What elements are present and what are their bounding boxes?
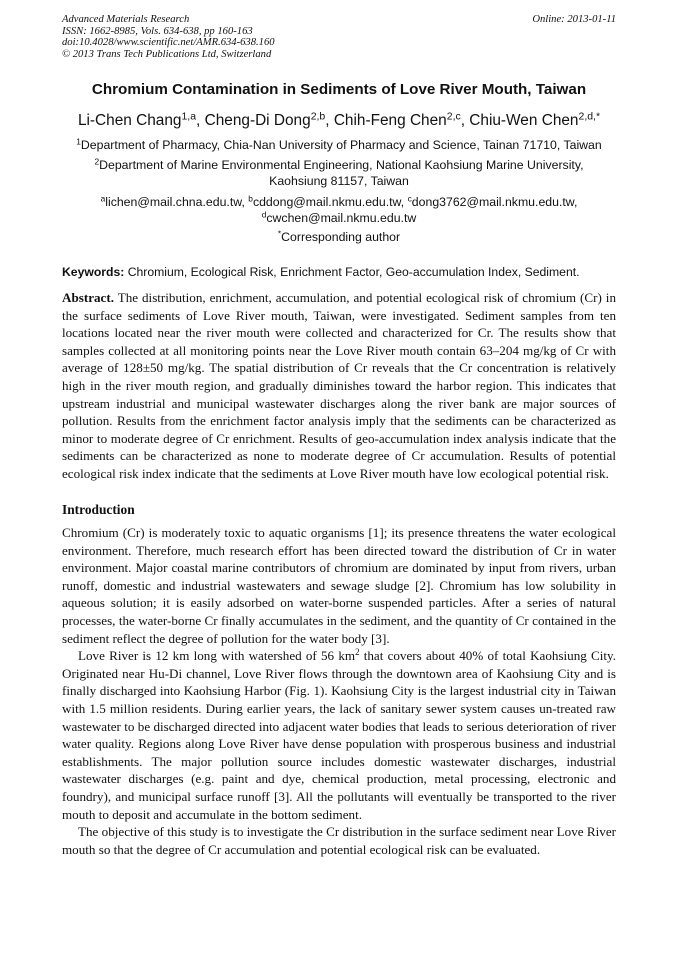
corr-text: Corresponding author (281, 230, 401, 244)
corresponding-author-note (50, 230, 628, 246)
intro-p2-text: Love River is 12 km long with watershed of 56 km (78, 648, 356, 664)
affiliation-sup: 2 (94, 156, 100, 167)
abstract-label: Abstract. (62, 290, 114, 305)
copyright-line: © 2013 Trans Tech Publications Ltd, Switzerland (62, 48, 272, 60)
keywords (62, 264, 616, 280)
keywords-label: Keywords: (62, 265, 125, 279)
author-separator: , (460, 112, 470, 129)
abstract-text: The distribution, enrichment, accumulation, and potential ecological risk of chromium (Cr) in the surface sediments of Love River mouth, Taiwan, were investigated. Sediment samples from ten locations located near the river mouth were collected and characterized for Cr. The results show that samples collected at all monitoring points near the Love River mouth contain 63–204 mg/kg of Cr with average of 128±50 mg/kg. The spatial distribution of Cr reveals that the Cr concentration is relatively high in the river mouth region, and gradually diminishes toward the harbor region. This indicates that upstream industrial and municipal wastewater discharges along the river bank are major sources of pollution. Results from the enrichment factor analysis imply that the sediments can be characterized as minor to moderate degree of Cr enrichment. Results of geo-accumulation index analysis indicate that the sediments can be characterized as none to moderate degree of Cr accumulation. Results of potential ecological risk index indicate that the sediments at Love River mouth have low ecological potential risk. (62, 290, 616, 481)
author-affil-sup: 1,a (181, 111, 197, 123)
corr-sup: * (277, 228, 282, 239)
journal-header (62, 14, 616, 60)
email-address: lichen@mail.chna.edu.tw, (105, 195, 249, 209)
intro-paragraph-1: Chromium (Cr) is moderately toxic to aquatic organisms [1]; its presence threatens the water ecological environment. Therefore, much research effort has been directed toward the distribution of Cr in water environment. Major coastal marine contributors of chromium are dominated by input from rivers, urban runoff, domestic and industrial wastewaters and sewage sludge [2]. Chromium has low solubility in aqueous solution; it is easily adsorbed on water-borne suspended particles. After a series of natural processes, the water-borne Cr finally accumulates in the sediment, and the quantity of Cr contained in the sediment reflect the degree of pollution for the water body [3]. (62, 525, 616, 646)
email-sup: d (261, 208, 267, 219)
intro-p2-sup: 2 (355, 647, 360, 658)
author-name: Chih-Feng Chen (333, 112, 447, 129)
email-sup: a (100, 193, 106, 204)
email-address: cddong@mail.nkmu.edu.tw, (252, 195, 408, 209)
issn-line: ISSN: 1662-8985, Vols. 634-638, pp 160-163 (62, 25, 253, 37)
affiliation-text: Department of Pharmacy, Chia-Nan University of Pharmacy and Science, Tainan 71710, Taiwan (80, 138, 602, 152)
intro-paragraph-2 (62, 647, 616, 823)
intro-paragraph-3: The objective of this study is to investigate the Cr distribution in the surface sediment near Love River mouth so that the degree of Cr accumulation and potential ecological risk can be evaluated. (62, 824, 616, 857)
email-sup: b (248, 193, 253, 204)
abstract (62, 289, 616, 483)
author-affil-sup: 2,b (310, 111, 326, 123)
affiliation-1 (50, 138, 628, 154)
author-affil-sup: 2,d,* (578, 111, 601, 123)
author-separator: , (325, 112, 334, 129)
paper-title: Chromium Contamination in Sediments of Love River Mouth, Taiwan (91, 81, 587, 98)
author-name: Li-Chen Chang (77, 112, 182, 129)
online-date: Online: 2013-01-11 (532, 14, 616, 25)
author-affil-sup: 2,c (446, 111, 461, 123)
affiliation-text-cont: Kaohsiung 81157, Taiwan (269, 173, 409, 188)
affiliation-2 (50, 158, 628, 189)
intro-p2-text-cont: that covers about 40% of total Kaohsiung City. Originated near Hu-Di channel, Love River flows through the downtown area of Kaohsiung City and is finally discharged into Kaohsiung Harbor (Fig. 1). Kaohsiung City is the largest industrial city in Taiwan with 1.5 million residents. During earlier years, the lack of sanitary sewer system causes un-treated raw wastewater to be discharged directed into adjacent water bodies that leads to serious deterioration of river water quality. Regions along Love River have dense population with prosperous business and industrial establishments. The major pollution source includes domestic wastewater discharges, industrial wastewater discharges (e.g. paint and dye, chemical production, metal processing, electronic and foundry), and municipal surface runoff [3]. All the pollutants will eventually be transported to the river mouth to deposit and accumulate in the bottom sediment. (62, 648, 617, 822)
doi-line: doi:10.4028/www.scientific.net/AMR.634-638.160 (62, 37, 275, 49)
journal-name: Advanced Materials Research (62, 14, 190, 25)
introduction-body (62, 524, 616, 858)
author-name: Chiu-Wen Chen (469, 112, 579, 129)
email-sup: c (407, 193, 412, 204)
affiliation-text: Department of Marine Environmental Engineering, National Kaohsiung Marine University, (99, 158, 584, 172)
author-list (40, 111, 638, 131)
email-address: dong3762@mail.nkmu.edu.tw, (411, 195, 578, 209)
keywords-text: Chromium, Ecological Risk, Enrichment Factor, Geo-accumulation Index, Sediment. (124, 265, 580, 279)
email-address: cwchen@mail.nkmu.edu.tw (266, 210, 417, 225)
email-block (50, 195, 628, 226)
author-name: Cheng-Di Dong (204, 112, 311, 129)
author-separator: , (196, 112, 205, 129)
introduction-heading: Introduction (62, 502, 135, 517)
affiliation-sup: 1 (76, 136, 81, 147)
